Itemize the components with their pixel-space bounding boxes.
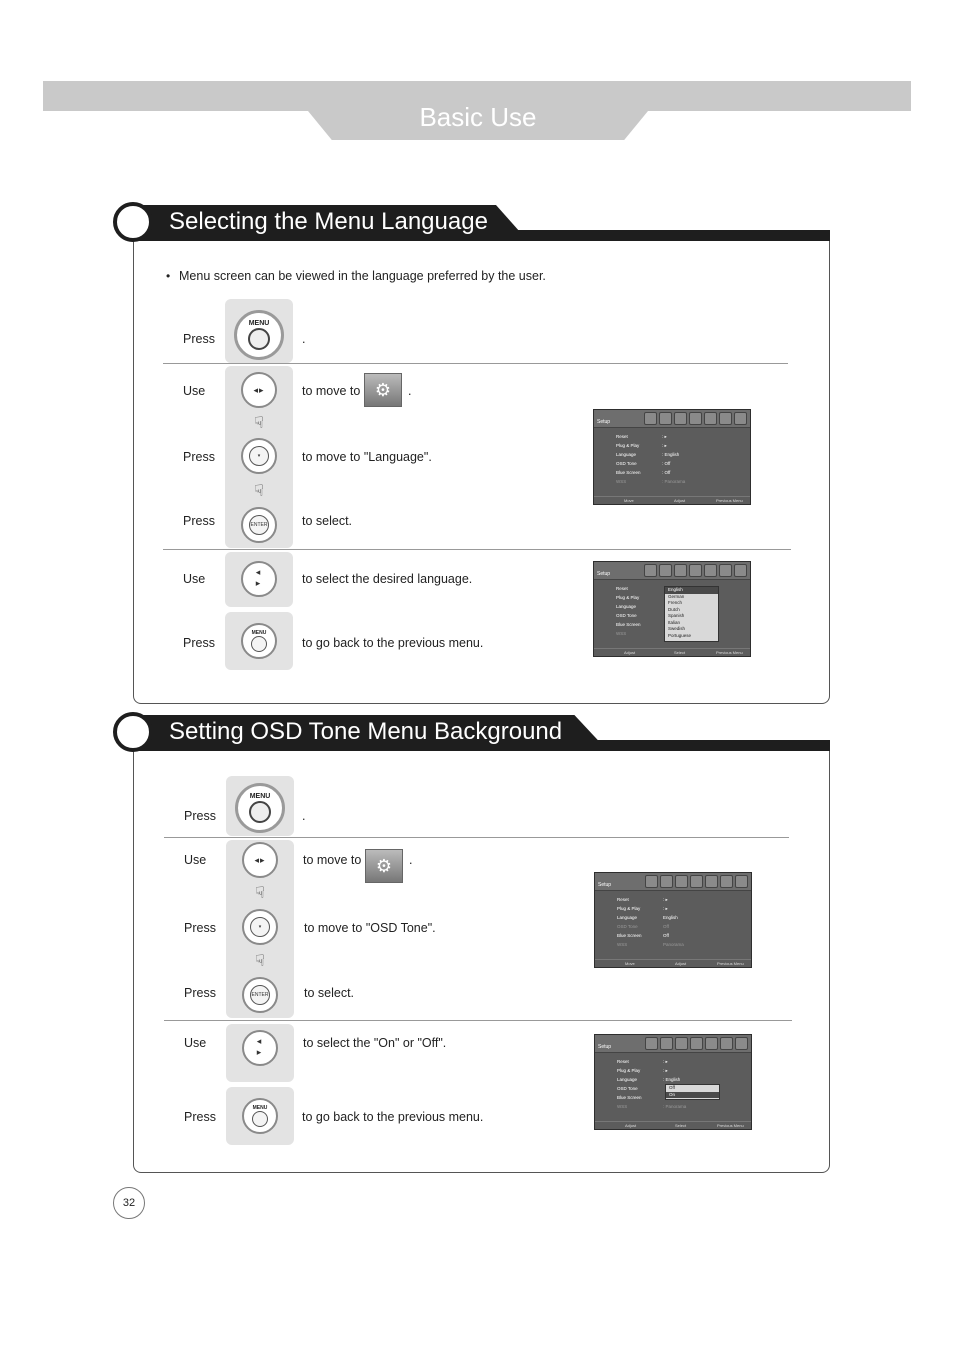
menu-button[interactable] (241, 623, 277, 659)
down-arrow-icon: ▾ (249, 446, 269, 466)
menu-button[interactable] (234, 310, 284, 360)
osd-row: Language : English (616, 452, 680, 457)
menu-button-label: MENU (252, 1105, 268, 1111)
section1-intro: Menu screen can be viewed in the language preferred by the user. (179, 269, 546, 283)
osd-row: OSD Tone (616, 613, 637, 618)
osd-row: Plug & Play : ▸ (616, 443, 667, 448)
osd-row: Language English (617, 915, 678, 920)
section1-title: Selecting the Menu Language (169, 208, 488, 235)
osd-row: Plug & Play : ▸ (617, 906, 668, 911)
osd-footer: Move Adjust Previous Menu (594, 496, 750, 504)
step-text: to go back to the previous menu. (302, 636, 484, 650)
hand-pointer-icon: ☟ (255, 953, 265, 970)
button-core (249, 801, 271, 823)
osd-language-screenshot (593, 561, 751, 657)
step-verb: Press (183, 332, 215, 346)
osd-tabs (644, 412, 747, 425)
step-text: to move to "Language". (302, 450, 432, 464)
osd-row: Language (616, 604, 637, 609)
step-text: to select. (304, 986, 355, 1000)
step-verb: Press (184, 1110, 216, 1124)
osd-row: Blue Screen (616, 622, 641, 627)
page-number: 32 (113, 1187, 145, 1219)
osd-tabs (645, 1037, 748, 1050)
step-verb: Press (183, 450, 215, 464)
menu-button[interactable] (235, 783, 285, 833)
osd-row: OSD Tone : Off (616, 461, 671, 466)
left-right-button[interactable] (241, 372, 277, 408)
step-text: to go back to the previous menu. (302, 1110, 484, 1124)
divider (163, 363, 788, 364)
osd-row: Plug & Play : ▸ (617, 1068, 668, 1073)
up-down-button[interactable] (241, 561, 277, 597)
up-down-button[interactable] (242, 1030, 278, 1066)
osd-row: OSD Tone Off (617, 924, 669, 929)
hand-pointer-icon: ☟ (254, 415, 264, 432)
osd-setup-screenshot (593, 409, 751, 505)
enter-button-label: ENTER (249, 515, 269, 535)
osd-footer: Move Adjust Previous Menu (595, 959, 751, 967)
osd-row: Blue Screen Off (617, 933, 669, 938)
osd-row: Reset : ▸ (617, 1059, 668, 1064)
step-verb: Press (183, 514, 215, 528)
osd-row: Blue Screen : Off (616, 470, 671, 475)
step-text: to move to (303, 853, 362, 867)
step-verb: Press (184, 809, 216, 823)
osd-row: Reset : ▸ (616, 434, 667, 439)
step-verb: Press (184, 921, 216, 935)
osd-row: WSS : Panorama (616, 479, 686, 484)
down-button[interactable] (241, 438, 277, 474)
enter-button-label: ENTER (250, 985, 270, 1005)
menu-button-label: MENU (248, 320, 270, 327)
osd-setup-screenshot (594, 872, 752, 968)
osd-tabs (644, 564, 747, 577)
osd-footer: Adjust Select Previous Menu (595, 1121, 751, 1129)
menu-button-label: MENU (249, 793, 271, 800)
step-verb: Press (184, 986, 216, 1000)
osd-title: Setup (598, 882, 612, 888)
osd-tone-screenshot (594, 1034, 752, 1130)
osd-row: Reset : ▸ (617, 897, 668, 902)
osd-row: WSS Panorama (617, 942, 684, 947)
osd-tabs (645, 875, 748, 888)
hand-pointer-icon: ☟ (254, 483, 264, 500)
step-verb: Press (183, 636, 215, 650)
button-core (251, 636, 267, 652)
hand-pointer-icon: ☟ (255, 885, 265, 902)
osd-row: Language : English (617, 1077, 681, 1082)
enter-button[interactable] (242, 977, 278, 1013)
step-verb: Use (183, 384, 206, 398)
osd-title: Setup (597, 571, 611, 577)
section2-title-rule (580, 740, 830, 751)
bullet-dot: • (166, 269, 171, 283)
step-text: . (302, 809, 306, 823)
setup-menu-icon: ⚙ (364, 373, 402, 407)
osd-row: OSD Tone (617, 1086, 638, 1091)
osd-row: Reset (616, 586, 628, 591)
osd-row: WSS (616, 631, 627, 636)
divider (164, 837, 789, 838)
menu-button[interactable] (242, 1098, 278, 1134)
setup-menu-icon: ⚙ (365, 849, 403, 883)
button-core (252, 1111, 268, 1127)
section1-title-rule (500, 230, 830, 241)
left-right-button[interactable] (242, 842, 278, 878)
step-trail: . (409, 853, 413, 867)
page-title: Basic Use (419, 102, 537, 132)
button-core (248, 328, 270, 350)
step-text: to select. (302, 514, 353, 528)
osd-footer: Adjust Select Previous Menu (594, 648, 750, 656)
step-text: to move to (302, 384, 361, 398)
enter-button[interactable] (241, 507, 277, 543)
section2-circle (113, 712, 153, 752)
osd-row: Plug & Play (616, 595, 640, 600)
osd-row: Blue Screen (617, 1095, 642, 1100)
up-down-arrows-icon: ◂▸ (255, 1037, 265, 1059)
left-right-arrows-icon: ◂▸ (254, 854, 266, 865)
menu-button-label: MENU (251, 630, 267, 636)
left-right-arrows-icon: ◂▸ (253, 384, 265, 395)
step-text: to move to "OSD Tone". (304, 921, 436, 935)
section2-title: Setting OSD Tone Menu Background (169, 718, 563, 745)
step-text: to select the "On" or "Off". (303, 1036, 447, 1050)
step-trail: . (408, 384, 412, 398)
divider (163, 549, 791, 550)
divider (164, 1020, 792, 1021)
step-text: . (302, 332, 306, 346)
osd-language-popup: English German French Dutch Spanish Italian Swedish Portuguese (664, 586, 719, 642)
step-verb: Use (184, 853, 207, 867)
step-verb: Use (183, 572, 206, 586)
step-verb: Use (184, 1036, 207, 1050)
osd-tone-popup: Off On (665, 1084, 720, 1100)
osd-title: Setup (597, 419, 611, 425)
step-text: to select the desired language. (302, 572, 473, 586)
osd-title: Setup (598, 1044, 612, 1050)
down-arrow-icon: ▾ (250, 917, 270, 937)
down-button[interactable] (242, 909, 278, 945)
up-down-arrows-icon: ◂▸ (254, 568, 264, 590)
section1-circle (113, 202, 153, 242)
osd-row: WSS : Panorama (617, 1104, 687, 1109)
